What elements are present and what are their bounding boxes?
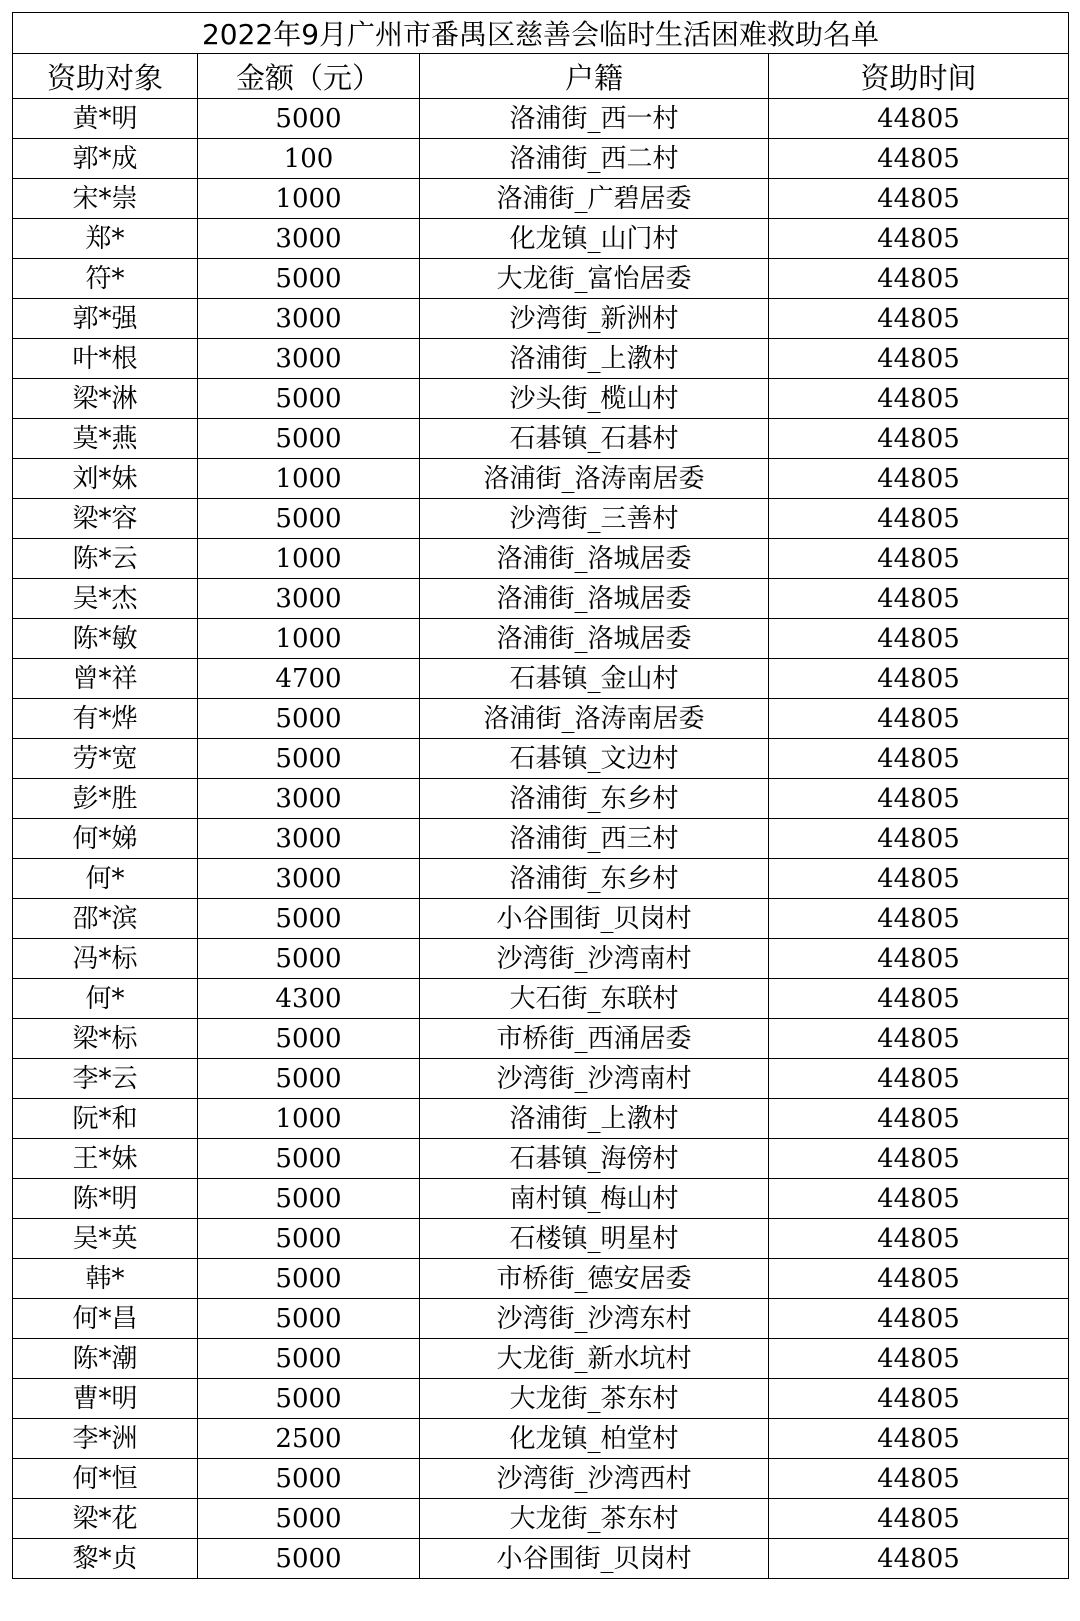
- table-row: [13, 1259, 1069, 1299]
- household-cell: 洛浦街_西一村: [420, 99, 769, 139]
- table-row: [13, 1059, 1069, 1099]
- amount-cell: 3000: [198, 779, 420, 819]
- amount-cell: 1000: [198, 1099, 420, 1139]
- table-row: [13, 739, 1069, 779]
- recipient-cell: 陈*云: [13, 539, 198, 579]
- amount-cell: 4700: [198, 659, 420, 699]
- table-row: [13, 1219, 1069, 1259]
- recipient-cell: 梁*花: [13, 1499, 198, 1539]
- recipient-cell: 宋*崇: [13, 179, 198, 219]
- table-row: [13, 1339, 1069, 1379]
- table-row: [13, 1019, 1069, 1059]
- recipient-cell: 阮*和: [13, 1099, 198, 1139]
- household-cell: 洛浦街_洛涛南居委: [420, 459, 769, 499]
- header-row: [13, 54, 1069, 99]
- household-cell: 小谷围街_贝岗村: [420, 899, 769, 939]
- table-row: [13, 979, 1069, 1019]
- amount-cell: 1000: [198, 179, 420, 219]
- amount-cell: 5000: [198, 419, 420, 459]
- household-cell: 沙湾街_沙湾西村: [420, 1459, 769, 1499]
- date-cell: 44805: [769, 1219, 1069, 1259]
- amount-cell: 3000: [198, 219, 420, 259]
- recipient-cell: 莫*燕: [13, 419, 198, 459]
- amount-cell: 5000: [198, 1299, 420, 1339]
- household-cell: 洛浦街_洛城居委: [420, 579, 769, 619]
- date-cell: 44805: [769, 1419, 1069, 1459]
- household-cell: 洛浦街_上漖村: [420, 1099, 769, 1139]
- date-cell: 44805: [769, 1059, 1069, 1099]
- date-cell: 44805: [769, 579, 1069, 619]
- amount-cell: 5000: [198, 259, 420, 299]
- household-cell: 大龙街_新水坑村: [420, 1339, 769, 1379]
- table-row: [13, 99, 1069, 139]
- recipient-cell: 黄*明: [13, 99, 198, 139]
- household-cell: 洛浦街_东乡村: [420, 779, 769, 819]
- relief-list-sheet: [12, 12, 1068, 1579]
- recipient-cell: 邵*滨: [13, 899, 198, 939]
- amount-cell: 3000: [198, 579, 420, 619]
- amount-cell: 1000: [198, 539, 420, 579]
- table-row: [13, 1179, 1069, 1219]
- table-row: [13, 579, 1069, 619]
- table-row: [13, 699, 1069, 739]
- table-row: [13, 139, 1069, 179]
- recipient-cell: 曹*明: [13, 1379, 198, 1419]
- date-cell: 44805: [769, 1099, 1069, 1139]
- date-cell: 44805: [769, 139, 1069, 179]
- date-cell: 44805: [769, 379, 1069, 419]
- recipient-cell: 冯*标: [13, 939, 198, 979]
- title-row: [13, 13, 1069, 54]
- amount-cell: 1000: [198, 619, 420, 659]
- recipient-cell: 陈*明: [13, 1179, 198, 1219]
- date-cell: 44805: [769, 539, 1069, 579]
- table-row: [13, 299, 1069, 339]
- date-cell: 44805: [769, 1019, 1069, 1059]
- recipient-cell: 何*: [13, 859, 198, 899]
- amount-cell: 3000: [198, 819, 420, 859]
- table-row: [13, 539, 1069, 579]
- recipient-cell: 梁*淋: [13, 379, 198, 419]
- household-cell: 化龙镇_山门村: [420, 219, 769, 259]
- date-cell: 44805: [769, 419, 1069, 459]
- table-row: [13, 1419, 1069, 1459]
- household-cell: 大龙街_富怡居委: [420, 259, 769, 299]
- table-row: [13, 659, 1069, 699]
- table-row: [13, 419, 1069, 459]
- recipient-cell: 曾*祥: [13, 659, 198, 699]
- recipient-cell: 劳*宽: [13, 739, 198, 779]
- household-cell: 化龙镇_柏堂村: [420, 1419, 769, 1459]
- date-cell: 44805: [769, 699, 1069, 739]
- household-cell: 洛浦街_东乡村: [420, 859, 769, 899]
- recipient-cell: 符*: [13, 259, 198, 299]
- table-row: [13, 339, 1069, 379]
- table-row: [13, 459, 1069, 499]
- date-cell: 44805: [769, 299, 1069, 339]
- amount-cell: 5000: [198, 1539, 420, 1579]
- household-cell: 洛浦街_西三村: [420, 819, 769, 859]
- recipient-cell: 何*恒: [13, 1459, 198, 1499]
- table-row: [13, 499, 1069, 539]
- recipient-cell: 黎*贞: [13, 1539, 198, 1579]
- household-cell: 大石街_东联村: [420, 979, 769, 1019]
- table-row: [13, 379, 1069, 419]
- amount-cell: 5000: [198, 499, 420, 539]
- amount-cell: 5000: [198, 739, 420, 779]
- table-row: [13, 1099, 1069, 1139]
- recipient-cell: 郭*强: [13, 299, 198, 339]
- recipient-cell: 何*: [13, 979, 198, 1019]
- recipient-cell: 郑*: [13, 219, 198, 259]
- table-row: [13, 819, 1069, 859]
- table-row: [13, 1379, 1069, 1419]
- recipient-cell: 王*妹: [13, 1139, 198, 1179]
- recipient-cell: 有*烨: [13, 699, 198, 739]
- amount-cell: 3000: [198, 339, 420, 379]
- date-cell: 44805: [769, 859, 1069, 899]
- date-cell: 44805: [769, 339, 1069, 379]
- date-cell: 44805: [769, 99, 1069, 139]
- amount-cell: 5000: [198, 939, 420, 979]
- recipient-cell: 何*昌: [13, 1299, 198, 1339]
- table-row: [13, 859, 1069, 899]
- household-cell: 南村镇_梅山村: [420, 1179, 769, 1219]
- table-row: [13, 219, 1069, 259]
- household-cell: 石碁镇_金山村: [420, 659, 769, 699]
- household-cell: 沙湾街_新洲村: [420, 299, 769, 339]
- household-cell: 市桥街_德安居委: [420, 1259, 769, 1299]
- column-header-amount: 金额（元）: [198, 54, 420, 99]
- table-row: [13, 939, 1069, 979]
- recipient-cell: 吴*杰: [13, 579, 198, 619]
- relief-list-table: [12, 12, 1069, 1579]
- date-cell: 44805: [769, 1259, 1069, 1299]
- recipient-cell: 何*娣: [13, 819, 198, 859]
- table-row: [13, 899, 1069, 939]
- table-row: [13, 619, 1069, 659]
- page-title: 2022年9月广州市番禺区慈善会临时生活困难救助名单: [13, 13, 1069, 54]
- amount-cell: 5000: [198, 379, 420, 419]
- recipient-cell: 彭*胜: [13, 779, 198, 819]
- household-cell: 大龙街_茶东村: [420, 1379, 769, 1419]
- household-cell: 石楼镇_明星村: [420, 1219, 769, 1259]
- table-row: [13, 1539, 1069, 1579]
- table-row: [13, 1299, 1069, 1339]
- recipient-cell: 刘*妹: [13, 459, 198, 499]
- household-cell: 洛浦街_洛涛南居委: [420, 699, 769, 739]
- table-body: [13, 99, 1069, 1579]
- date-cell: 44805: [769, 939, 1069, 979]
- date-cell: 44805: [769, 259, 1069, 299]
- amount-cell: 3000: [198, 299, 420, 339]
- household-cell: 石碁镇_海傍村: [420, 1139, 769, 1179]
- date-cell: 44805: [769, 659, 1069, 699]
- amount-cell: 5000: [198, 1179, 420, 1219]
- recipient-cell: 梁*标: [13, 1019, 198, 1059]
- amount-cell: 5000: [198, 1459, 420, 1499]
- date-cell: 44805: [769, 1379, 1069, 1419]
- household-cell: 小谷围街_贝岗村: [420, 1539, 769, 1579]
- household-cell: 沙湾街_三善村: [420, 499, 769, 539]
- household-cell: 沙湾街_沙湾南村: [420, 1059, 769, 1099]
- amount-cell: 2500: [198, 1419, 420, 1459]
- amount-cell: 100: [198, 139, 420, 179]
- table-row: [13, 259, 1069, 299]
- amount-cell: 4300: [198, 979, 420, 1019]
- column-header-household: 户籍: [420, 54, 769, 99]
- date-cell: 44805: [769, 1339, 1069, 1379]
- household-cell: 洛浦街_洛城居委: [420, 619, 769, 659]
- household-cell: 沙头街_榄山村: [420, 379, 769, 419]
- date-cell: 44805: [769, 179, 1069, 219]
- recipient-cell: 梁*容: [13, 499, 198, 539]
- recipient-cell: 李*洲: [13, 1419, 198, 1459]
- date-cell: 44805: [769, 1299, 1069, 1339]
- amount-cell: 5000: [198, 1219, 420, 1259]
- amount-cell: 5000: [198, 699, 420, 739]
- amount-cell: 3000: [198, 859, 420, 899]
- household-cell: 石碁镇_文边村: [420, 739, 769, 779]
- date-cell: 44805: [769, 739, 1069, 779]
- amount-cell: 5000: [198, 1019, 420, 1059]
- household-cell: 市桥街_西涌居委: [420, 1019, 769, 1059]
- column-header-date: 资助时间: [769, 54, 1069, 99]
- date-cell: 44805: [769, 819, 1069, 859]
- amount-cell: 5000: [198, 1499, 420, 1539]
- date-cell: 44805: [769, 1459, 1069, 1499]
- household-cell: 洛浦街_西二村: [420, 139, 769, 179]
- date-cell: 44805: [769, 1539, 1069, 1579]
- date-cell: 44805: [769, 619, 1069, 659]
- recipient-cell: 陈*敏: [13, 619, 198, 659]
- table-row: [13, 1139, 1069, 1179]
- household-cell: 洛浦街_广碧居委: [420, 179, 769, 219]
- amount-cell: 5000: [198, 1379, 420, 1419]
- recipient-cell: 韩*: [13, 1259, 198, 1299]
- date-cell: 44805: [769, 499, 1069, 539]
- date-cell: 44805: [769, 459, 1069, 499]
- household-cell: 洛浦街_上漖村: [420, 339, 769, 379]
- amount-cell: 5000: [198, 1139, 420, 1179]
- date-cell: 44805: [769, 779, 1069, 819]
- household-cell: 洛浦街_洛城居委: [420, 539, 769, 579]
- table-row: [13, 779, 1069, 819]
- amount-cell: 5000: [198, 1259, 420, 1299]
- household-cell: 沙湾街_沙湾东村: [420, 1299, 769, 1339]
- table-row: [13, 179, 1069, 219]
- recipient-cell: 陈*潮: [13, 1339, 198, 1379]
- amount-cell: 5000: [198, 99, 420, 139]
- column-header-recipient: 资助对象: [13, 54, 198, 99]
- recipient-cell: 吴*英: [13, 1219, 198, 1259]
- household-cell: 石碁镇_石碁村: [420, 419, 769, 459]
- date-cell: 44805: [769, 1499, 1069, 1539]
- table-row: [13, 1459, 1069, 1499]
- amount-cell: 1000: [198, 459, 420, 499]
- date-cell: 44805: [769, 1139, 1069, 1179]
- amount-cell: 5000: [198, 1059, 420, 1099]
- recipient-cell: 李*云: [13, 1059, 198, 1099]
- recipient-cell: 叶*根: [13, 339, 198, 379]
- date-cell: 44805: [769, 219, 1069, 259]
- recipient-cell: 郭*成: [13, 139, 198, 179]
- table-row: [13, 1499, 1069, 1539]
- household-cell: 大龙街_茶东村: [420, 1499, 769, 1539]
- date-cell: 44805: [769, 979, 1069, 1019]
- household-cell: 沙湾街_沙湾南村: [420, 939, 769, 979]
- date-cell: 44805: [769, 899, 1069, 939]
- date-cell: 44805: [769, 1179, 1069, 1219]
- amount-cell: 5000: [198, 1339, 420, 1379]
- amount-cell: 5000: [198, 899, 420, 939]
